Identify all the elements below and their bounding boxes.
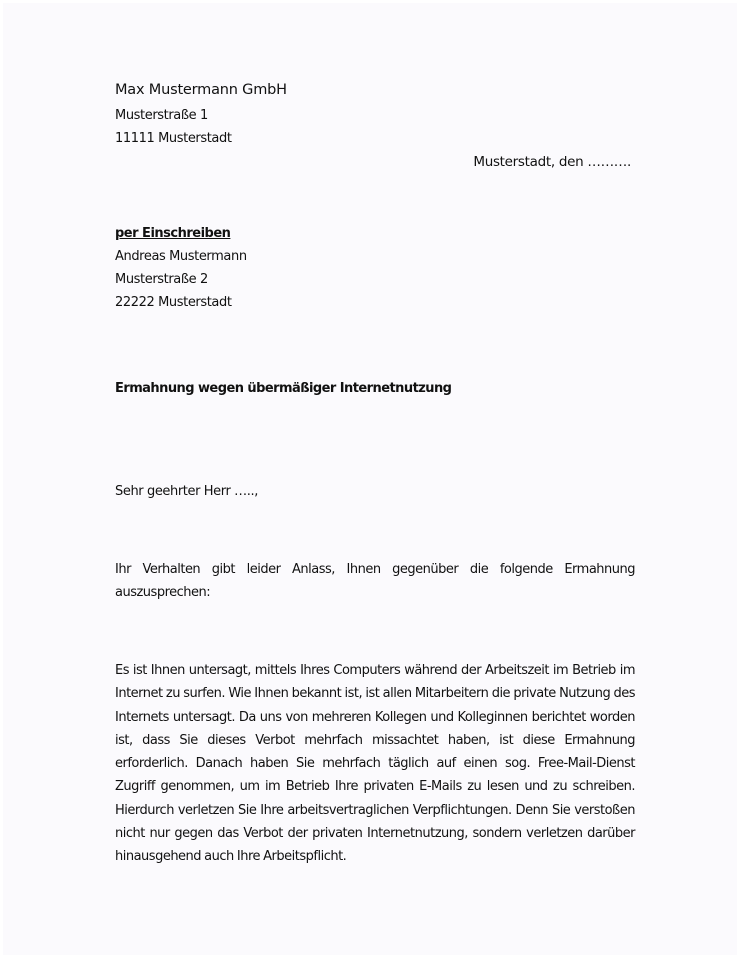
recipient-name: Andreas Mustermann [115, 249, 247, 264]
body-paragraph: Es ist Ihnen untersagt, mittels Ihres Computers während der Arbeitszeit im Betrieb im Internet zu surfen. Wie Ihnen bekannt ist, ist allen Mitarbeitern die private Nutzung des Internets untersagt. Da uns von mehreren Kollegen und Kolleginnen berichtet worden ist, dass Sie dieses Verbot mehrfach missachtet haben, ist diese Ermahnung erforderlich. Danach haben Sie mehrfach täglich auf einen sog. Free-Mail-Dienst Zugriff genommen, um im Betrieb Ihre privaten E-Mails zu lesen und zu schreiben. Hierdurch verletzen Sie Ihre arbeitsvertraglichen Verpflichtungen. Denn Sie verstoßen nicht nur gegen das Verbot der privaten Internetnutzung, sondern verletzen darüber hinausgehend auch Ihre Arbeitspflicht. [115, 663, 635, 865]
sender-city: 11111 Musterstadt [115, 131, 232, 146]
place-date-line: Musterstadt, den ………. [473, 154, 631, 170]
recipient-street: Musterstraße 2 [115, 272, 208, 287]
recipient-city: 22222 Musterstadt [115, 295, 232, 310]
letter-subject: Ermahnung wegen übermäßiger Internetnutzung [115, 381, 452, 396]
sender-company-name: Max Mustermann GmbH [115, 82, 287, 98]
intro-paragraph: Ihr Verhalten gibt leider Anlass, Ihnen gegenüber die folgende Ermahnung auszusprechen: [115, 562, 635, 601]
sender-street: Musterstraße 1 [115, 108, 208, 123]
delivery-method: per Einschreiben [115, 226, 231, 241]
salutation: Sehr geehrter Herr ….., [115, 484, 258, 499]
letter-page [3, 3, 737, 955]
